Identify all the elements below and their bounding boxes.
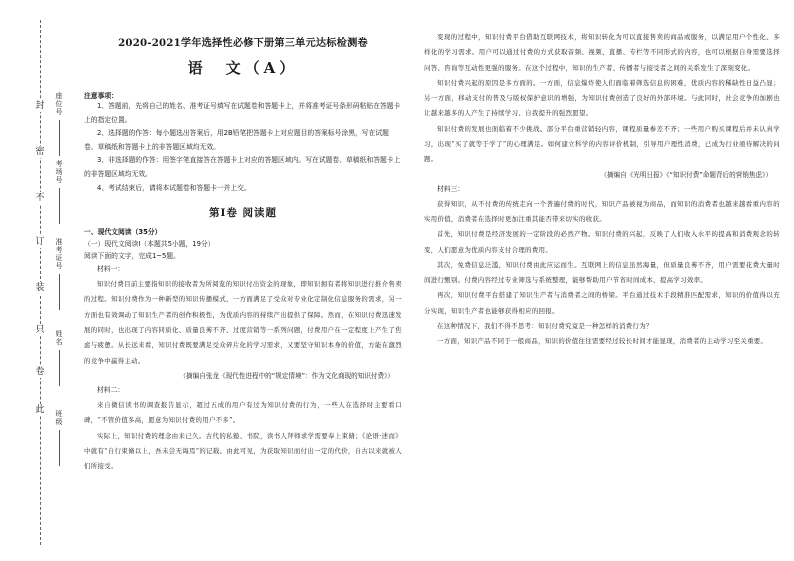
notice-item: 3、非选择题的作答：用签字笔直接答在答题卡上对应的答题区域内。写在试题卷、草稿纸和答题卡上的非答题区域均无效。 (84, 156, 401, 178)
exam-room-field[interactable]: 考场号 (54, 160, 64, 224)
seal-char: 此 (35, 405, 45, 415)
passage-paragraph: 首先，知识付费是经济发展的一定阶段的必然产物。知识付费的兴起，反映了人们收入水平的提高和消费观念的转变，人们愿意为优质内容支付合理的费用。 (424, 230, 780, 254)
part-heading: 一、现代文阅读（35分） (84, 228, 162, 237)
left-column (84, 0, 402, 561)
name-field[interactable]: 姓名 (54, 330, 64, 386)
material-source: （摘编自张龙《现代性进程中的“规定情境”：作为文化商现的知识付费》） (179, 371, 394, 380)
material-source: （摘编自《光明日报》《“知识付费”命题背后的营销焦虑》） (600, 170, 772, 179)
notice-item: 4、考试结束后，请将本试题卷和答题卡一并上交。 (97, 183, 251, 192)
passage-paragraph: 知识付费兴起的原因是多方面的。一方面，信息爆炸使人们面临着筛选信息的困难，优质内容的稀缺性日益凸显；另一方面，移动支付的普及与版权保护意识的增强，为知识付费创造了良好的外部环境。与此同时，社会竞争的加剧也让越来越多的人产生了持续学习、自我提升的强烈愿望。 (424, 78, 780, 118)
seal-char: 装 (35, 283, 45, 293)
right-column (424, 0, 780, 561)
binding-margin (0, 0, 80, 561)
material-label: 材料一： (97, 265, 125, 274)
seal-char: 只 (35, 325, 45, 335)
admission-number-field[interactable]: 准考证号 (54, 238, 64, 310)
passage-paragraph: 来自微信读书的调查报告显示，超过五成的用户有过为知识付费的行为，一些人在选择时主要看口碑，“不管价值多高，愿意为知识付费的用户不多”。 (84, 400, 402, 425)
seat-number-field[interactable]: 座位号 (54, 92, 64, 156)
seal-char: 订 (35, 237, 45, 247)
instruction: 阅读下面的文字，完成1~5题。 (84, 252, 180, 261)
seal-char: 不 (35, 193, 45, 203)
passage-paragraph: 变现的过程中，知识付费平台借助互联网技术，将知识转化为可以直接售卖的商品或服务，以满足用户个性化、多样化的学习需求。用户可以通过付费的方式获取音频、视频、直播、专栏等不同形式的内容，也可以根据自身需要选择问答、咨询等互动性更强的服务。在这个过程中，知识的生产者、传播者与接受者之间的关系发生了深刻变化。 (424, 33, 780, 72)
passage-paragraph: 实际上，知识付费的理念由来已久。古代的私塾、书院，读书人拜师求学需要奉上束脩；《论语·述而》中就有“自行束脩以上，吾未尝无诲焉”的记载。由此可见，为获取知识而付出一定的代价，自古以来就被人们所接受。 (84, 431, 402, 471)
material-label: 材料二： (97, 385, 125, 394)
seal-char: 卷 (35, 367, 45, 377)
passage-paragraph: 其次，免费信息泛滥，知识付费由此应运而生。互联网上的信息虽然海量，但质量良莠不齐，用户需要花费大量时间进行甄别。付费内容经过专业筛选与系统整理，能够帮助用户节省时间成本，提高学习效率。 (424, 260, 780, 285)
passage-paragraph: 在这种情况下，我们不得不思考：知识付费究竟是一种怎样的消费行为？ (437, 322, 653, 331)
notice-title: 注意事项： (84, 92, 118, 100)
exam-subtitle: 语 文（A） (187, 59, 299, 77)
exam-title: 2020-2021学年选择性必修下册第三单元达标检测卷 (118, 37, 368, 49)
sub-heading: （一）现代文阅读Ⅰ（本题共5小题，19分） (84, 240, 215, 249)
passage-paragraph: 一方面，知识产品不同于一般商品，知识的价值往往需要经过较长时间才能显现，消费者的主动学习至关重要。 (437, 337, 768, 346)
material-label: 材料三： (437, 184, 465, 193)
seal-char: 封 (35, 101, 45, 111)
notice-item: 2、选择题的作答：每小题选出答案后，用2B铅笔把答题卡上对应题目的答案标号涂黑，写在试题卷、草稿纸和答题卡上的非答题区域均无效。 (84, 129, 389, 151)
seal-char: 密 (35, 147, 45, 157)
passage-paragraph: 获得知识，从不付费的传统走向一个普遍付费的时代，知识产品被视为商品，而知识的消费者也越来越看重内容的实用价值，消费者在选择时更加注重其能否带来切实的收获。 (424, 199, 780, 223)
class-field[interactable]: 班级 (54, 410, 64, 466)
notice-item: 1、答题前，先将自己的姓名、准考证号填写在试题卷和答题卡上，并将准考证号条形码粘贴在答题卡上的指定位置。 (84, 102, 401, 124)
section-title: 第Ⅰ卷 阅读题 (208, 207, 278, 220)
passage-paragraph: 知识付费的发展也面临着不少挑战。部分平台重营销轻内容，课程质量参差不齐；一些用户购买课程后并未认真学习，出现“买了就等于学了”的心理满足。如何建立科学的内容评价机制，引导用户理性消费，已成为行业亟待解决的问题。 (424, 124, 780, 164)
passage-paragraph: 知识付费目前主要指知识的接收者为所阅览的知识付出资金的现象，即知识拥有者将知识进行推介售卖的过程。知识付费作为一种新型的知识传播模式，一方面满足了受众对专业化定制化信息服务的需求，另一方面也有效调动了知识生产者的创作积极性，为优质内容的持续产出提供了保障。然而，在知识付费迅速发展的同时，也出现了内容同质化、质量良莠不齐、过度营销等一系列问题，付费用户在一定程度上产生了焦虑与疲惫。从长远来看，知识付费既要满足受众碎片化的学习需求，又要坚守知识本身的价值，方能在激烈的竞争中赢得主动。 (84, 280, 402, 365)
passage-paragraph: 再次，知识付费平台搭建了知识生产者与消费者之间的桥梁。平台通过技术手段精准匹配需求，知识的价值得以充分实现，知识生产者也能够获得相应的回报。 (424, 291, 780, 315)
